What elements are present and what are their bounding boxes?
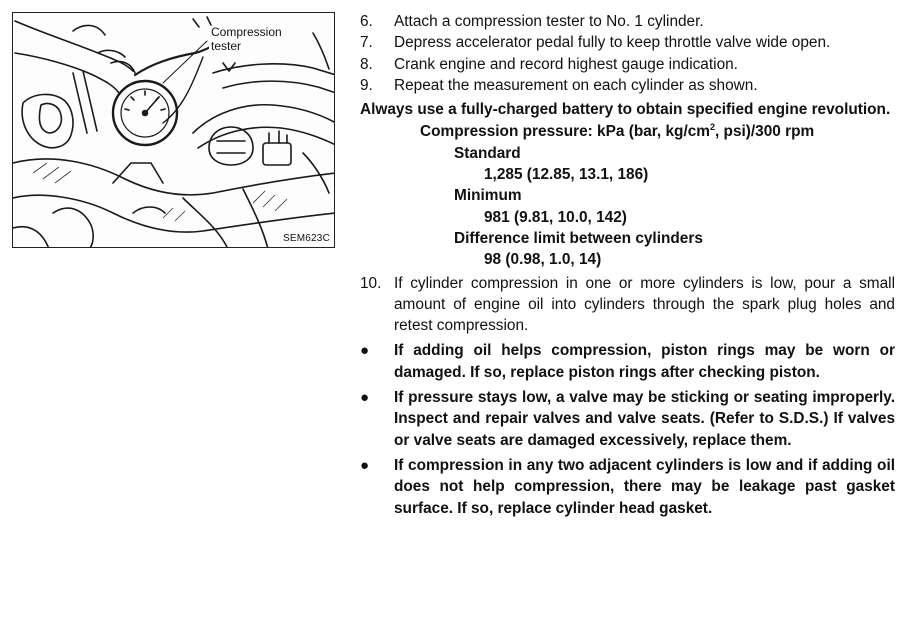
bullet-text: If pressure stays low, a valve may be sticking or seating improperly. Inspect and repair valves and valve seats. (Refer to S.D.S.) If valves or valve seats are damaged excessively, replace them.	[394, 389, 895, 449]
spec-title-prefix: Compression pressure: kPa (bar, kg/cm	[420, 123, 710, 141]
step-text: Depress accelerator pedal fully to keep throttle valve wide open.	[394, 34, 831, 52]
step-number: 6.	[360, 13, 373, 30]
step-number: 8.	[360, 55, 373, 73]
bullet-item	[360, 455, 895, 519]
figure-label-compression: Compression	[211, 25, 282, 39]
spec-difference-label: Difference limit between cylinders	[454, 229, 703, 247]
step-9	[360, 75, 895, 96]
bullet-icon: ●	[360, 342, 370, 360]
engine-illustration	[12, 12, 335, 248]
engine-drawing	[13, 13, 335, 248]
step-number: 9.	[360, 76, 373, 94]
step-6	[360, 11, 895, 32]
spec-standard-value: 1,285 (12.85, 13.1, 186)	[484, 166, 649, 184]
spec-standard-label: Standard	[454, 144, 521, 162]
bullet-item	[360, 387, 895, 451]
spec-minimum-label: Minimum	[454, 187, 522, 205]
step-text: Attach a compression tester to No. 1 cylinder.	[394, 13, 704, 30]
procedure-text	[360, 11, 895, 519]
step-text: Crank engine and record highest gauge indication.	[394, 55, 738, 73]
spec-difference-value: 98 (0.98, 1.0, 14)	[484, 251, 602, 269]
step-text: If cylinder compression in one or more cylinders is low, pour a small amount of engine oil into cylinders through the spark plug holes and retest compression.	[394, 274, 895, 335]
step-number: 10.	[360, 274, 382, 292]
step-text: Repeat the measurement on each cylinder as shown.	[394, 76, 758, 94]
figure-label-tester: tester	[211, 39, 242, 53]
bullet-icon: ●	[360, 389, 370, 407]
step-number: 7.	[360, 34, 373, 52]
step-8	[360, 54, 895, 75]
spec-minimum-value: 981 (9.81, 10.0, 142)	[484, 208, 627, 226]
spec-title	[360, 121, 895, 142]
figure-code: SEM623C	[283, 233, 330, 244]
spec-title-suffix: , psi)/300 rpm	[714, 123, 815, 141]
battery-note: Always use a fully-charged battery to obtain specified engine revolution.	[360, 101, 891, 119]
bullet-text: If compression in any two adjacent cylinders is low and if adding oil does not help compression, there may be leakage past gasket surface. If so, replace cylinder head gasket.	[394, 456, 895, 517]
bullet-text: If adding oil helps compression, piston rings may be worn or damaged. If so, replace piston rings after checking piston.	[394, 342, 895, 381]
spec-title-sup: 2	[709, 122, 715, 133]
bullet-item	[360, 340, 895, 383]
step-7	[360, 32, 895, 53]
step-10	[360, 273, 895, 337]
bullet-icon: ●	[360, 456, 370, 474]
